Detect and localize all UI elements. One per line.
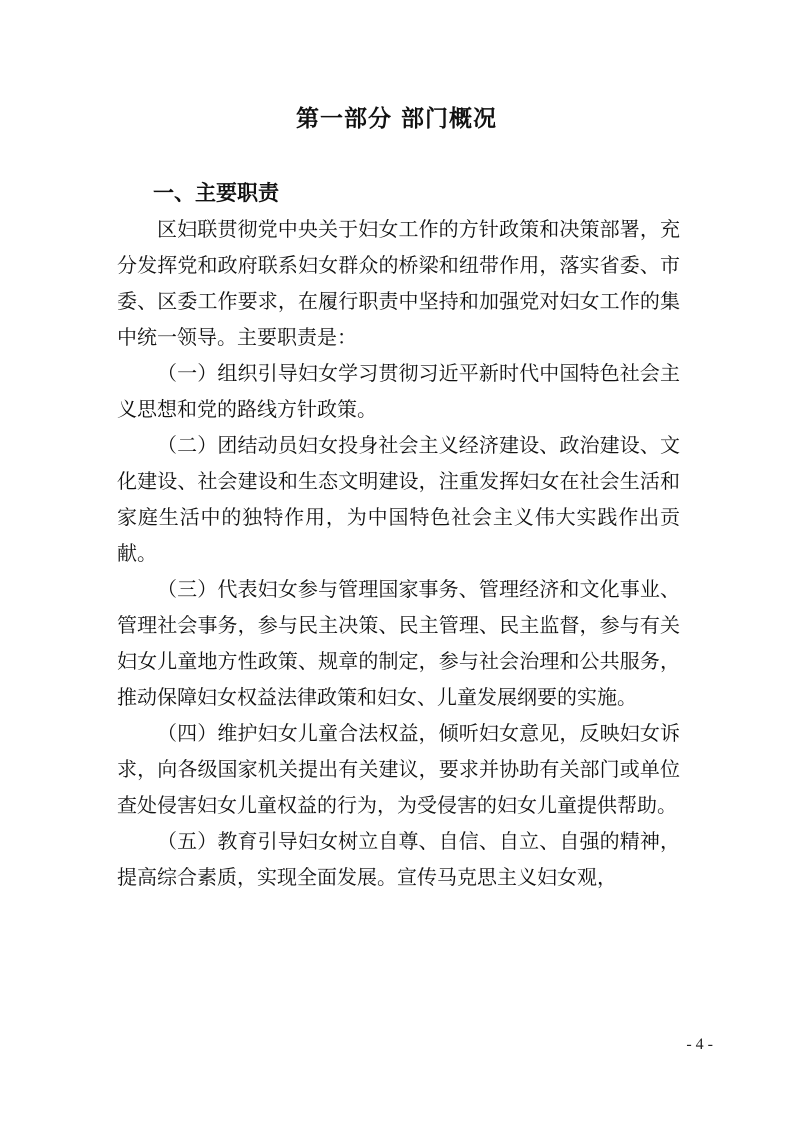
paragraph-duty-3: （三）代表妇女参与管理国家事务、管理经济和文化事业、管理社会事务，参与民主决策、民主管理、民主监督，参与有关妇女儿童地方性政策、规章的制定，参与社会治理和公共服务，推动保障妇女权益法律政策和妇女、儿童发展纲要的实施。: [117, 577, 680, 709]
paragraph-duty-1: （一）组织引导妇女学习贯彻习近平新时代中国特色社会主义思想和党的路线方针政策。: [117, 361, 680, 421]
paragraph-duty-2: （二）团结动员妇女投身社会主义经济建设、政治建设、文化建设、社会建设和生态文明建设，注重发挥妇女在社会生活和家庭生活中的独特作用，为中国特色社会主义伟大实践作出贡献。: [117, 433, 680, 565]
page-title: 第一部分 部门概况: [295, 106, 497, 132]
paragraph-duty-4: （四）维护妇女儿童合法权益，倾听妇女意见，反映妇女诉求，向各级国家机关提出有关建议，要求并协助有关部门或单位查处侵害妇女儿童权益的行为，为受侵害的妇女儿童提供帮助。: [117, 721, 680, 817]
page-number: - 4 -: [686, 1036, 713, 1053]
paragraph-intro: 区妇联贯彻党中央关于妇女工作的方针政策和决策部署，充分发挥党和政府联系妇女群众的桥梁和纽带作用，落实省委、市委、区委工作要求，在履行职责中坚持和加强党对妇女工作的集中统一领导。主要职责是：: [117, 217, 680, 349]
body-text: [117, 211, 680, 895]
paragraph-duty-5: （五）教育引导妇女树立自尊、自信、自立、自强的精神，提高综合素质，实现全面发展。宣传马克思主义妇女观，: [117, 829, 680, 889]
section-heading: 一、主要职责: [153, 181, 279, 205]
